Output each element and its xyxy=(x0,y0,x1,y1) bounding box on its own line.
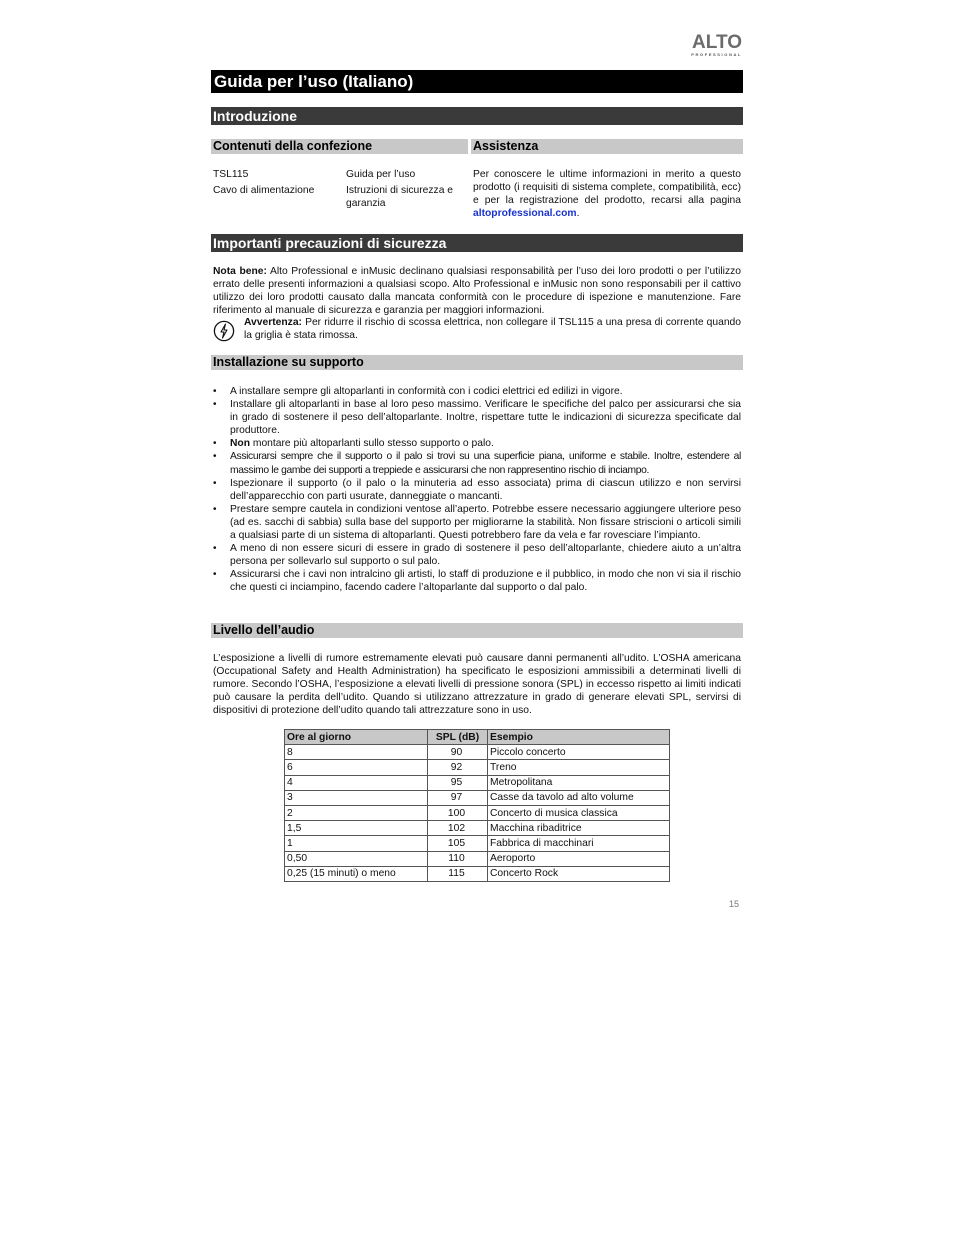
column-header: SPL (dB) xyxy=(428,730,488,745)
alto-logo xyxy=(676,33,742,57)
subheading-contents: Contenuti della confezione xyxy=(211,139,468,154)
hours-cell: 2 xyxy=(285,805,428,820)
hours-cell: 4 xyxy=(285,775,428,790)
bullet-text: montare più altoparlanti sullo stesso supporto o palo. xyxy=(250,438,494,450)
column-header: Ore al giorno xyxy=(285,730,428,745)
spl-cell: 115 xyxy=(428,866,488,881)
table-header-row xyxy=(285,730,670,745)
bullet-text: Assicurarsi che i cavi non intralcino gli artisti, lo staff di produzione e il pubblico, in modo che non vi sia il rischio che questi ci inciampino, facendo cadere l’altoparlante dal supporto o dal palo. xyxy=(230,569,741,594)
electric-shock-warning-icon xyxy=(213,320,235,342)
example-cell: Treno xyxy=(488,760,670,775)
example-cell: Macchina ribaditrice xyxy=(488,821,670,836)
list-item xyxy=(213,437,741,450)
table-row xyxy=(285,760,670,775)
spl-cell: 95 xyxy=(428,775,488,790)
logo-subtitle: PROFESSIONAL xyxy=(691,52,742,57)
installation-bullet-list xyxy=(213,385,741,595)
bullet-text: Installare gli altoparlanti in base al loro peso massimo. Verificare le specifiche del palco per assicurarsi che sia in grado di sostenere il peso dell’altoparlante. Inoltre, rispettare tutte le indicazioni di sicurezza specificate dal produttore. xyxy=(230,399,741,437)
list-item xyxy=(213,503,741,542)
contents-item: Guida per l’uso xyxy=(346,169,416,180)
spl-cell: 97 xyxy=(428,790,488,805)
contents-col1 xyxy=(213,168,338,197)
safety-note xyxy=(213,265,741,317)
table-row xyxy=(285,866,670,881)
table-row xyxy=(285,851,670,866)
bullet-text: Assicurarsi sempre che il supporto o il palo si trovi su una superficie piana, uniforme e stabile. Inoltre, estendere al massimo le gambe dei supporti a treppiede e assicurarsi che non rappresentino rischio di inciampo. xyxy=(230,451,741,476)
hours-cell: 8 xyxy=(285,745,428,760)
assistenza-body: Per conoscere le ultime informazioni in merito a questo prodotto (i requisiti di sistema complete, compatibilità, ecc) e per la registrazione del prodotto, recarsi alla pagina xyxy=(473,169,741,207)
spl-cell: 92 xyxy=(428,760,488,775)
hours-cell: 1,5 xyxy=(285,821,428,836)
list-item xyxy=(213,568,741,594)
subheading-assistenza: Assistenza xyxy=(471,139,743,154)
hours-cell: 3 xyxy=(285,790,428,805)
table-row xyxy=(285,805,670,820)
assistenza-text xyxy=(473,168,741,220)
spl-cell: 90 xyxy=(428,745,488,760)
spl-cell: 100 xyxy=(428,805,488,820)
audio-paragraph: L’esposizione a livelli di rumore estremamente elevati può causare danni permanenti all’udito. L’OSHA americana (Occupational Safety and Health Administration) ha specificato le esposizioni ammissibili a determinati livelli di rumore. Secondo l’OSHA, l’esposizione a elevati livelli di pressione sonora (SPL) in eccesso rispetto ai limiti indicati può causare la perdita dell’udito. Quando si utilizzano attrezzature in grado di generare elevati SPL, servirsi di dispositivi di protezione dell’udito quando tali attrezzature sono in uso. xyxy=(213,653,741,717)
altoprofessional-link[interactable]: altoprofessional.com xyxy=(473,208,577,220)
bullet-text: Ispezionare il supporto (o il palo o la minuteria ad esso associata) prima di ciascun utilizzo e non servirsi dell’apparecchio con parti usurate, danneggiate o mancanti. xyxy=(230,477,741,502)
example-cell: Piccolo concerto xyxy=(488,745,670,760)
table-row xyxy=(285,836,670,851)
spl-cell: 110 xyxy=(428,851,488,866)
list-item xyxy=(213,385,741,398)
example-cell: Casse da tavolo ad alto volume xyxy=(488,790,670,805)
list-item xyxy=(213,477,741,503)
contents-col2 xyxy=(346,168,466,210)
example-cell: Concerto di musica classica xyxy=(488,805,670,820)
example-cell: Concerto Rock xyxy=(488,866,670,881)
bullet-text: A installare sempre gli altoparlanti in conformità con i codici elettrici ed edilizi in vigore. xyxy=(230,386,623,397)
hours-cell: 6 xyxy=(285,760,428,775)
spl-cell: 105 xyxy=(428,836,488,851)
warning-label: Avvertenza: xyxy=(244,317,302,328)
spl-exposure-table xyxy=(284,729,670,882)
list-item xyxy=(213,450,741,476)
list-item xyxy=(213,542,741,568)
example-cell: Fabbrica di macchinari xyxy=(488,836,670,851)
contents-item: TSL115 xyxy=(213,169,249,180)
page-title: Guida per l’uso (Italiano) xyxy=(211,70,743,93)
list-item xyxy=(213,398,741,437)
note-text: Alto Professional e inMusic declinano qualsiasi responsabilità per l’uso dei loro prodotti o per l’utilizzo errato delle presenti informazioni a qualsiasi scopo. Alto Professional e inMusic non sono responsabili per il cattivo utilizzo dei loro prodotti causato dalla mancata conformità con le procedure di ispezione e manutenzione. Fare riferimento al manuale di sicurezza e garanzia per maggiori informazioni. xyxy=(213,266,741,317)
hours-cell: 1 xyxy=(285,836,428,851)
logo-word: ALTO xyxy=(692,32,742,53)
table-row xyxy=(285,745,670,760)
contents-item: Cavo di alimentazione xyxy=(213,185,315,197)
contents-item: Istruzioni di sicurezza e garanzia xyxy=(346,185,454,210)
safety-warning xyxy=(244,316,741,342)
bullet-text: Prestare sempre cautela in condizioni ventose all’aperto. Potrebbe essere necessario aggiungere ulteriore peso (ad es. sacchi di sabbia) sulla base del supporto per migliorarne la stabilità. Non fissare striscioni o articoli simili a qualsiasi parte di un sistema di altoparlanti. Questi potrebbero fare da vela e far rovesciare l’impianto. xyxy=(230,503,741,542)
bullet-text: A meno di non essere sicuri di essere in grado di sostenere il peso dell’altoparlante, chiedere aiuto a un’altra persona per sollevarlo sul supporto o sul palo. xyxy=(230,543,741,568)
example-cell: Metropolitana xyxy=(488,775,670,790)
column-header: Esempio xyxy=(488,730,670,745)
example-cell: Aeroporto xyxy=(488,851,670,866)
spl-cell: 102 xyxy=(428,821,488,836)
section-heading-introduzione: Introduzione xyxy=(211,107,743,125)
page-number: 15 xyxy=(729,899,740,909)
hours-cell: 0,25 (15 minuti) o meno xyxy=(285,866,428,881)
subheading-installazione: Installazione su supporto xyxy=(211,355,743,370)
section-heading-sicurezza: Importanti precauzioni di sicurezza xyxy=(211,234,743,252)
assistenza-end: . xyxy=(576,208,580,220)
table-row xyxy=(285,775,670,790)
hours-cell: 0,50 xyxy=(285,851,428,866)
subheading-livello-audio: Livello dell’audio xyxy=(211,623,743,638)
table-row xyxy=(285,790,670,805)
note-label: Nota bene: xyxy=(213,266,267,277)
warning-text: Per ridurre il rischio di scossa elettrica, non collegare il TSL115 a una presa di corrente quando la griglia è stata rimossa. xyxy=(244,317,741,342)
bullet-bold: Non xyxy=(230,438,251,450)
table-row xyxy=(285,821,670,836)
